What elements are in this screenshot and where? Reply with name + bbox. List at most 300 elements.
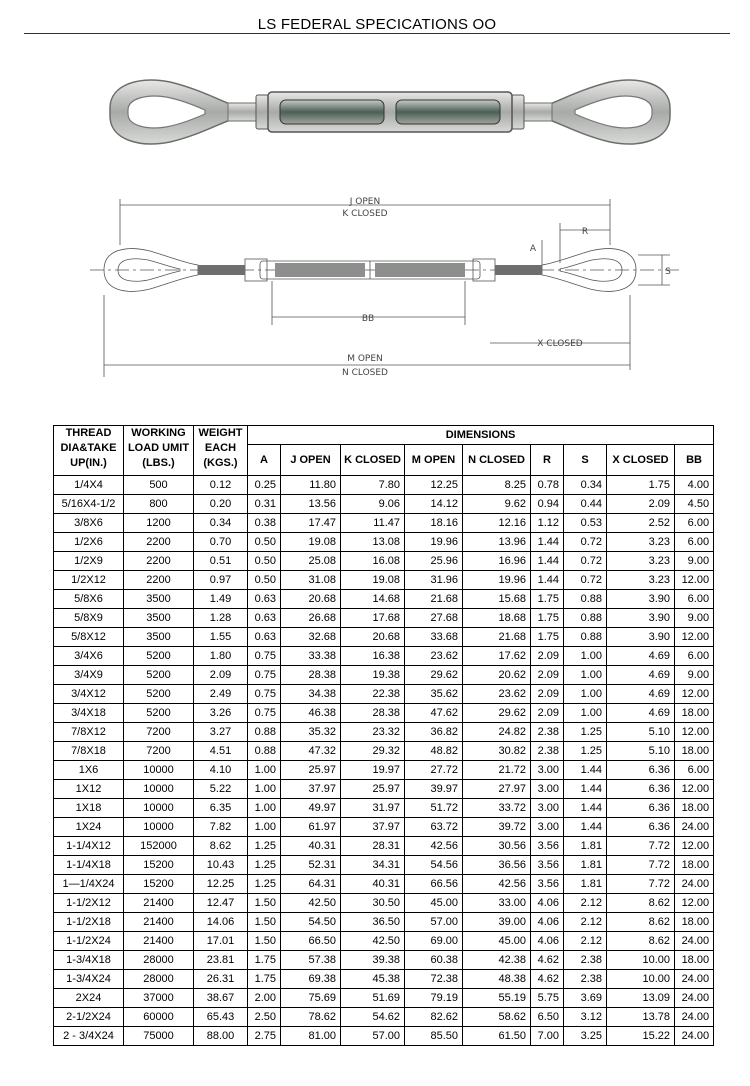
table-cell: 1-3/4X24 xyxy=(54,970,124,989)
table-cell: 3/8X6 xyxy=(54,514,124,533)
table-cell: 3.12 xyxy=(564,1008,607,1027)
table-cell: 0.75 xyxy=(248,685,281,704)
header-m-open: M OPEN xyxy=(405,445,463,476)
table-body xyxy=(54,476,714,1046)
table-cell: 27.68 xyxy=(405,609,463,628)
table-row xyxy=(54,685,714,704)
table-cell: 12.25 xyxy=(405,476,463,495)
table-cell: 5.75 xyxy=(531,989,564,1008)
table-cell: 2.52 xyxy=(607,514,675,533)
table-cell: 60000 xyxy=(124,1008,194,1027)
table-cell: 17.47 xyxy=(281,514,341,533)
table-row xyxy=(54,723,714,742)
table-row xyxy=(54,1027,714,1046)
table-cell: 7.82 xyxy=(194,818,248,837)
table-cell: 2200 xyxy=(124,533,194,552)
table-cell: 38.67 xyxy=(194,989,248,1008)
table-cell: 1.75 xyxy=(531,590,564,609)
table-cell: 2200 xyxy=(124,571,194,590)
table-cell: 6.00 xyxy=(675,647,714,666)
table-cell: 0.88 xyxy=(564,590,607,609)
table-cell: 30.50 xyxy=(341,894,405,913)
table-cell: 33.72 xyxy=(463,799,531,818)
table-cell: 10.00 xyxy=(607,970,675,989)
table-cell: 1X6 xyxy=(54,761,124,780)
table-cell: 31.96 xyxy=(405,571,463,590)
table-cell: 2.09 xyxy=(607,495,675,514)
table-cell: 37000 xyxy=(124,989,194,1008)
table-cell: 0.88 xyxy=(564,609,607,628)
table-cell: 19.97 xyxy=(341,761,405,780)
table-cell: 1.25 xyxy=(564,742,607,761)
table-cell: 12.00 xyxy=(675,628,714,647)
table-cell: 1-1/4X12 xyxy=(54,837,124,856)
table-cell: 1X12 xyxy=(54,780,124,799)
table-cell: 3.23 xyxy=(607,533,675,552)
table-cell: 3.90 xyxy=(607,590,675,609)
table-cell: 2200 xyxy=(124,552,194,571)
table-cell: 12.00 xyxy=(675,894,714,913)
table-cell: 0.34 xyxy=(564,476,607,495)
table-cell: 1.25 xyxy=(248,875,281,894)
table-cell: 33.38 xyxy=(281,647,341,666)
table-cell: 17.68 xyxy=(341,609,405,628)
table-cell: 1.44 xyxy=(564,761,607,780)
table-cell: 16.08 xyxy=(341,552,405,571)
table-cell: 0.70 xyxy=(194,533,248,552)
table-cell: 3/4X6 xyxy=(54,647,124,666)
table-cell: 79.19 xyxy=(405,989,463,1008)
table-cell: 12.16 xyxy=(463,514,531,533)
table-cell: 4.62 xyxy=(531,970,564,989)
table-cell: 11.80 xyxy=(281,476,341,495)
table-cell: 48.82 xyxy=(405,742,463,761)
table-cell: 0.50 xyxy=(248,571,281,590)
table-cell: 2.12 xyxy=(564,894,607,913)
table-cell: 3500 xyxy=(124,590,194,609)
specifications-table xyxy=(53,425,714,1046)
table-cell: 69.00 xyxy=(405,932,463,951)
table-cell: 8.62 xyxy=(194,837,248,856)
table-cell: 42.50 xyxy=(281,894,341,913)
table-cell: 10000 xyxy=(124,761,194,780)
table-row xyxy=(54,989,714,1008)
table-cell: 42.56 xyxy=(405,837,463,856)
turnbuckle-photo xyxy=(100,62,680,182)
table-cell: 15.68 xyxy=(463,590,531,609)
table-cell: 54.50 xyxy=(281,913,341,932)
table-cell: 5/16X4-1/2 xyxy=(54,495,124,514)
table-cell: 21400 xyxy=(124,913,194,932)
table-cell: 18.00 xyxy=(675,951,714,970)
table-cell: 2.38 xyxy=(564,970,607,989)
table-cell: 24.00 xyxy=(675,875,714,894)
table-cell: 0.78 xyxy=(531,476,564,495)
table-cell: 3.26 xyxy=(194,704,248,723)
table-cell: 24.00 xyxy=(675,818,714,837)
table-cell: 1.81 xyxy=(564,875,607,894)
table-cell: 1.00 xyxy=(248,780,281,799)
table-cell: 1.81 xyxy=(564,837,607,856)
header-j-open: J OPEN xyxy=(281,445,341,476)
table-cell: 47.32 xyxy=(281,742,341,761)
table-cell: 19.96 xyxy=(463,571,531,590)
table-row xyxy=(54,742,714,761)
table-cell: 11.47 xyxy=(341,514,405,533)
table-cell: 0.44 xyxy=(564,495,607,514)
header-a: A xyxy=(248,445,281,476)
table-cell: 3.00 xyxy=(531,799,564,818)
table-cell: 19.96 xyxy=(405,533,463,552)
table-cell: 4.00 xyxy=(675,476,714,495)
table-cell: 0.63 xyxy=(248,590,281,609)
table-cell: 7.00 xyxy=(531,1027,564,1046)
table-cell: 54.62 xyxy=(341,1008,405,1027)
table-cell: 4.69 xyxy=(607,647,675,666)
table-cell: 12.00 xyxy=(675,685,714,704)
table-cell: 0.31 xyxy=(248,495,281,514)
table-cell: 61.50 xyxy=(463,1027,531,1046)
table-row xyxy=(54,628,714,647)
table-cell: 3.25 xyxy=(564,1027,607,1046)
table-cell: 23.62 xyxy=(463,685,531,704)
table-cell: 6.36 xyxy=(607,761,675,780)
table-cell: 42.56 xyxy=(463,875,531,894)
left-eye-shape xyxy=(110,80,230,144)
table-cell: 7/8X18 xyxy=(54,742,124,761)
table-cell: 1/2X6 xyxy=(54,533,124,552)
table-cell: 0.34 xyxy=(194,514,248,533)
table-cell: 2.09 xyxy=(531,647,564,666)
table-cell: 3.27 xyxy=(194,723,248,742)
table-cell: 20.62 xyxy=(463,666,531,685)
table-cell: 33.68 xyxy=(405,628,463,647)
table-cell: 0.88 xyxy=(564,628,607,647)
table-cell: 1.75 xyxy=(248,970,281,989)
table-cell: 1.44 xyxy=(531,552,564,571)
table-cell: 25.97 xyxy=(341,780,405,799)
table-cell: 40.31 xyxy=(281,837,341,856)
table-cell: 16.38 xyxy=(341,647,405,666)
table-cell: 0.50 xyxy=(248,552,281,571)
table-cell: 4.69 xyxy=(607,704,675,723)
table-cell: 3.00 xyxy=(531,761,564,780)
table-cell: 0.51 xyxy=(194,552,248,571)
table-cell: 1.12 xyxy=(531,514,564,533)
table-cell: 85.50 xyxy=(405,1027,463,1046)
table-cell: 0.75 xyxy=(248,704,281,723)
table-row xyxy=(54,495,714,514)
table-cell: 2.09 xyxy=(531,685,564,704)
table-cell: 20.68 xyxy=(281,590,341,609)
table-cell: 25.08 xyxy=(281,552,341,571)
table-cell: 7.72 xyxy=(607,837,675,856)
table-cell: 2 - 3/4X24 xyxy=(54,1027,124,1046)
table-cell: 18.16 xyxy=(405,514,463,533)
table-cell: 0.88 xyxy=(248,723,281,742)
table-header xyxy=(54,426,714,476)
table-cell: 6.36 xyxy=(607,780,675,799)
table-cell: 28.38 xyxy=(341,704,405,723)
table-cell: 2.00 xyxy=(248,989,281,1008)
table-cell: 33.00 xyxy=(463,894,531,913)
table-cell: 1X18 xyxy=(54,799,124,818)
table-cell: 0.20 xyxy=(194,495,248,514)
label-m-open: M OPEN xyxy=(347,354,383,364)
table-cell: 36.82 xyxy=(405,723,463,742)
table-cell: 152000 xyxy=(124,837,194,856)
title-rule xyxy=(24,33,730,34)
table-row xyxy=(54,818,714,837)
table-cell: 52.31 xyxy=(281,856,341,875)
table-cell: 45.38 xyxy=(341,970,405,989)
table-cell: 28.38 xyxy=(281,666,341,685)
table-cell: 55.19 xyxy=(463,989,531,1008)
table-cell: 21400 xyxy=(124,894,194,913)
table-cell: 24.82 xyxy=(463,723,531,742)
table-cell: 18.00 xyxy=(675,799,714,818)
table-cell: 18.68 xyxy=(463,609,531,628)
table-cell: 24.00 xyxy=(675,1008,714,1027)
table-row xyxy=(54,780,714,799)
table-cell: 81.00 xyxy=(281,1027,341,1046)
right-eye-shape xyxy=(550,80,670,144)
table-cell: 1.00 xyxy=(564,685,607,704)
table-cell: 54.56 xyxy=(405,856,463,875)
table-cell: 66.50 xyxy=(281,932,341,951)
table-cell: 5200 xyxy=(124,666,194,685)
table-cell: 37.97 xyxy=(281,780,341,799)
table-cell: 4.06 xyxy=(531,894,564,913)
table-cell: 1.44 xyxy=(531,533,564,552)
table-cell: 5/8X9 xyxy=(54,609,124,628)
table-cell: 24.00 xyxy=(675,970,714,989)
table-cell: 22.38 xyxy=(341,685,405,704)
table-cell: 13.56 xyxy=(281,495,341,514)
table-cell: 2.49 xyxy=(194,685,248,704)
table-cell: 14.12 xyxy=(405,495,463,514)
table-cell: 3.23 xyxy=(607,571,675,590)
table-cell: 4.50 xyxy=(675,495,714,514)
header-s: S xyxy=(564,445,607,476)
table-cell: 5200 xyxy=(124,704,194,723)
label-n-closed: N CLOSED xyxy=(342,368,388,378)
table-cell: 4.06 xyxy=(531,913,564,932)
header-k-closed: K CLOSED xyxy=(341,445,405,476)
table-cell: 3.00 xyxy=(531,780,564,799)
header-weight: WEIGHT EACH (KGS.) xyxy=(194,426,248,476)
table-cell: 1-1/2X12 xyxy=(54,894,124,913)
label-j-open: J OPEN xyxy=(349,197,381,207)
table-cell: 7.72 xyxy=(607,856,675,875)
table-cell: 1.49 xyxy=(194,590,248,609)
table-cell: 0.88 xyxy=(248,742,281,761)
table-cell: 47.62 xyxy=(405,704,463,723)
table-row xyxy=(54,970,714,989)
table-cell: 1-1/2X18 xyxy=(54,913,124,932)
table-cell: 34.38 xyxy=(281,685,341,704)
table-cell: 1.75 xyxy=(531,628,564,647)
table-cell: 14.68 xyxy=(341,590,405,609)
table-cell: 12.00 xyxy=(675,837,714,856)
table-cell: 0.63 xyxy=(248,628,281,647)
table-cell: 21.72 xyxy=(463,761,531,780)
table-cell: 3/4X9 xyxy=(54,666,124,685)
label-r: R xyxy=(581,227,589,237)
header-bb: BB xyxy=(675,445,714,476)
table-cell: 12.00 xyxy=(675,571,714,590)
table-cell: 1.44 xyxy=(564,799,607,818)
table-cell: 0.72 xyxy=(564,533,607,552)
table-cell: 57.38 xyxy=(281,951,341,970)
table-cell: 1-1/4X18 xyxy=(54,856,124,875)
table-cell: 14.06 xyxy=(194,913,248,932)
table-row xyxy=(54,571,714,590)
table-cell: 7.80 xyxy=(341,476,405,495)
table-cell: 35.32 xyxy=(281,723,341,742)
table-cell: 13.08 xyxy=(341,533,405,552)
table-cell: 63.72 xyxy=(405,818,463,837)
table-cell: 72.38 xyxy=(405,970,463,989)
table-cell: 4.62 xyxy=(531,951,564,970)
table-cell: 12.00 xyxy=(675,780,714,799)
table-cell: 15200 xyxy=(124,856,194,875)
dimension-drawing xyxy=(90,185,690,385)
table-cell: 5/8X12 xyxy=(54,628,124,647)
table-cell: 8.62 xyxy=(607,932,675,951)
header-thread: THREAD DIA&TAKE UP(IN.) xyxy=(54,426,124,476)
table-cell: 64.31 xyxy=(281,875,341,894)
table-cell: 12.00 xyxy=(675,723,714,742)
table-cell: 75000 xyxy=(124,1027,194,1046)
table-cell: 2.09 xyxy=(531,666,564,685)
table-cell: 4.10 xyxy=(194,761,248,780)
table-cell: 27.97 xyxy=(463,780,531,799)
table-cell: 39.72 xyxy=(463,818,531,837)
table-cell: 13.78 xyxy=(607,1008,675,1027)
table-cell: 0.50 xyxy=(248,533,281,552)
table-cell: 2-1/2X24 xyxy=(54,1008,124,1027)
table-row xyxy=(54,590,714,609)
table-cell: 7200 xyxy=(124,742,194,761)
page-title-text: LS FEDERAL SPECICATIONS OO xyxy=(254,16,501,33)
table-cell: 3.90 xyxy=(607,628,675,647)
table-cell: 0.12 xyxy=(194,476,248,495)
table-cell: 29.62 xyxy=(463,704,531,723)
table-cell: 2.50 xyxy=(248,1008,281,1027)
table-cell: 20.68 xyxy=(341,628,405,647)
table-cell: 7/8X12 xyxy=(54,723,124,742)
table-cell: 37.97 xyxy=(341,818,405,837)
table-cell: 60.38 xyxy=(405,951,463,970)
table-cell: 0.38 xyxy=(248,514,281,533)
table-cell: 6.00 xyxy=(675,761,714,780)
table-cell: 1-1/2X24 xyxy=(54,932,124,951)
table-row xyxy=(54,647,714,666)
table-cell: 58.62 xyxy=(463,1008,531,1027)
table-cell: 1.75 xyxy=(607,476,675,495)
table-cell: 6.00 xyxy=(675,533,714,552)
table-cell: 800 xyxy=(124,495,194,514)
table-row xyxy=(54,704,714,723)
table-cell: 6.36 xyxy=(607,799,675,818)
table-cell: 3.56 xyxy=(531,837,564,856)
table-cell: 39.38 xyxy=(341,951,405,970)
table-cell: 1X24 xyxy=(54,818,124,837)
table-cell: 0.72 xyxy=(564,552,607,571)
table-cell: 40.31 xyxy=(341,875,405,894)
table-cell: 1.75 xyxy=(531,609,564,628)
table-cell: 8.25 xyxy=(463,476,531,495)
table-cell: 1.00 xyxy=(248,818,281,837)
table-cell: 6.50 xyxy=(531,1008,564,1027)
table-cell: 17.62 xyxy=(463,647,531,666)
table-cell: 0.75 xyxy=(248,647,281,666)
table-cell: 30.56 xyxy=(463,837,531,856)
table-cell: 1.25 xyxy=(248,856,281,875)
table-cell: 28000 xyxy=(124,970,194,989)
table-cell: 24.00 xyxy=(675,989,714,1008)
table-cell: 5/8X6 xyxy=(54,590,124,609)
table-cell: 2.12 xyxy=(564,913,607,932)
table-cell: 30.82 xyxy=(463,742,531,761)
table-cell: 51.72 xyxy=(405,799,463,818)
table-cell: 1/4X4 xyxy=(54,476,124,495)
table-cell: 51.69 xyxy=(341,989,405,1008)
table-cell: 5200 xyxy=(124,685,194,704)
table-cell: 46.38 xyxy=(281,704,341,723)
table-cell: 26.31 xyxy=(194,970,248,989)
table-row xyxy=(54,951,714,970)
table-cell: 75.69 xyxy=(281,989,341,1008)
table-cell: 10000 xyxy=(124,799,194,818)
table-cell: 1.50 xyxy=(248,913,281,932)
table-cell: 0.94 xyxy=(531,495,564,514)
table-cell: 5.22 xyxy=(194,780,248,799)
table-cell: 3500 xyxy=(124,609,194,628)
body-frame-shape xyxy=(268,92,512,132)
table-cell: 18.00 xyxy=(675,742,714,761)
table-cell: 39.97 xyxy=(405,780,463,799)
table-cell: 2X24 xyxy=(54,989,124,1008)
table-cell: 12.25 xyxy=(194,875,248,894)
table-cell: 0.72 xyxy=(564,571,607,590)
table-cell: 1-3/4X18 xyxy=(54,951,124,970)
table-cell: 69.38 xyxy=(281,970,341,989)
table-cell: 61.97 xyxy=(281,818,341,837)
table-cell: 1.44 xyxy=(564,818,607,837)
table-cell: 23.62 xyxy=(405,647,463,666)
table-cell: 21400 xyxy=(124,932,194,951)
table-cell: 1.00 xyxy=(564,647,607,666)
table-cell: 19.08 xyxy=(281,533,341,552)
table-cell: 10.43 xyxy=(194,856,248,875)
header-x-closed: X CLOSED xyxy=(607,445,675,476)
table-row xyxy=(54,761,714,780)
table-cell: 32.68 xyxy=(281,628,341,647)
table-cell: 24.00 xyxy=(675,1027,714,1046)
table-cell: 1.00 xyxy=(564,704,607,723)
table-row xyxy=(54,913,714,932)
table-cell: 5.10 xyxy=(607,723,675,742)
table-cell: 3.00 xyxy=(531,818,564,837)
table-cell: 18.00 xyxy=(675,704,714,723)
table-cell: 0.63 xyxy=(248,609,281,628)
table-cell: 57.00 xyxy=(341,1027,405,1046)
table-cell: 9.00 xyxy=(675,666,714,685)
table-cell: 23.32 xyxy=(341,723,405,742)
table-cell: 15200 xyxy=(124,875,194,894)
